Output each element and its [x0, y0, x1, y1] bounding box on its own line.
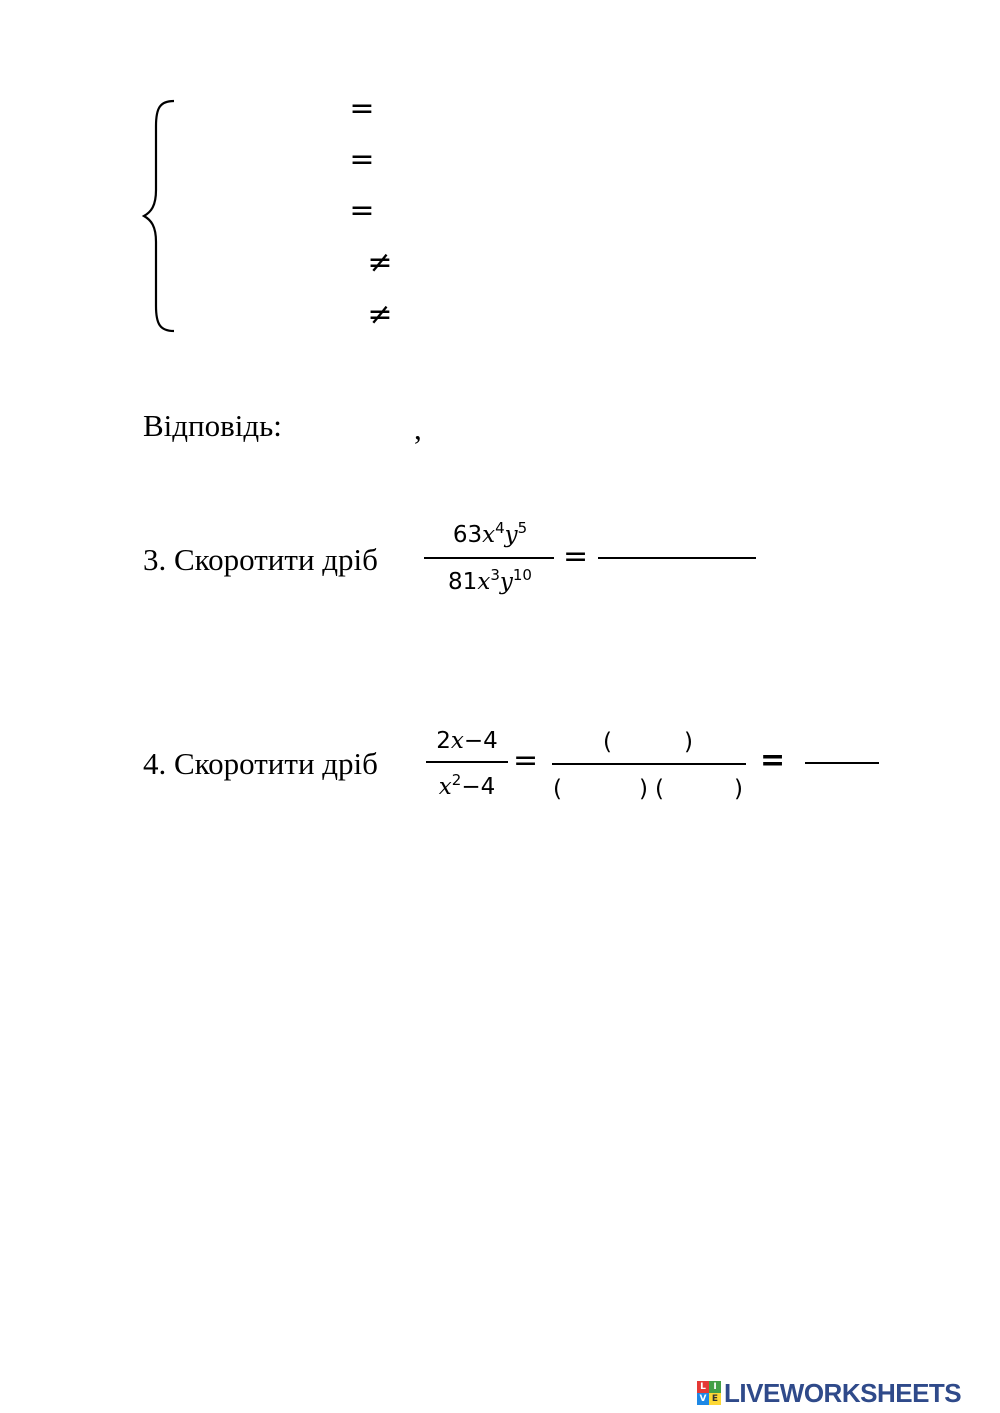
- numerator-open-paren: (: [603, 729, 612, 755]
- denominator-open-paren-2: (: [655, 776, 664, 802]
- task-3-label: 3. Скоротити дріб: [143, 542, 378, 577]
- task-4-answer-blank[interactable]: [805, 762, 879, 764]
- task-4-denominator-blank-2[interactable]: [670, 777, 730, 803]
- numerator-close-paren: ): [684, 729, 693, 755]
- system-relation-2: =: [349, 142, 375, 177]
- task-3-equals: =: [563, 539, 589, 574]
- task-4-denominator: $x^2-4$: [438, 771, 496, 800]
- system-relation-1: =: [349, 91, 375, 126]
- denominator-close-paren-1: ): [639, 776, 648, 802]
- task-3-fraction-bar: [424, 557, 554, 559]
- task-4-label: 4. Скоротити дріб: [143, 746, 378, 781]
- task-4-second-fraction-bar: [552, 763, 746, 765]
- task-4-numerator-blank[interactable]: [618, 730, 680, 756]
- answer-separator: ,: [414, 411, 422, 446]
- task-4-equals-1: =: [513, 743, 539, 778]
- liveworksheets-mark-icon: L I V E: [697, 1381, 721, 1405]
- system-relation-4: ≠: [367, 245, 393, 280]
- task-3-denominator: $81x^3y^{10}$: [448, 566, 532, 595]
- curly-brace: [140, 98, 180, 334]
- system-relation-3: =: [349, 193, 375, 228]
- denominator-close-paren-2: ): [734, 776, 743, 802]
- denominator-open-paren-1: (: [553, 776, 562, 802]
- liveworksheets-brand: LIVEWORKSHEETS: [724, 1377, 962, 1408]
- system-relation-5: ≠: [367, 297, 393, 332]
- task-3-answer-blank[interactable]: [598, 557, 756, 559]
- task-4-numerator: 2x−4: [436, 728, 498, 754]
- task-3-numerator: $63x^4y^5$: [452, 519, 528, 548]
- task-4-denominator-blank-1[interactable]: [568, 777, 634, 803]
- liveworksheets-logo: [697, 1377, 961, 1409]
- task-4-equals-2: =: [760, 743, 786, 778]
- answer-label: Відповідь:: [143, 408, 282, 443]
- task-4-fraction-bar: [426, 761, 508, 763]
